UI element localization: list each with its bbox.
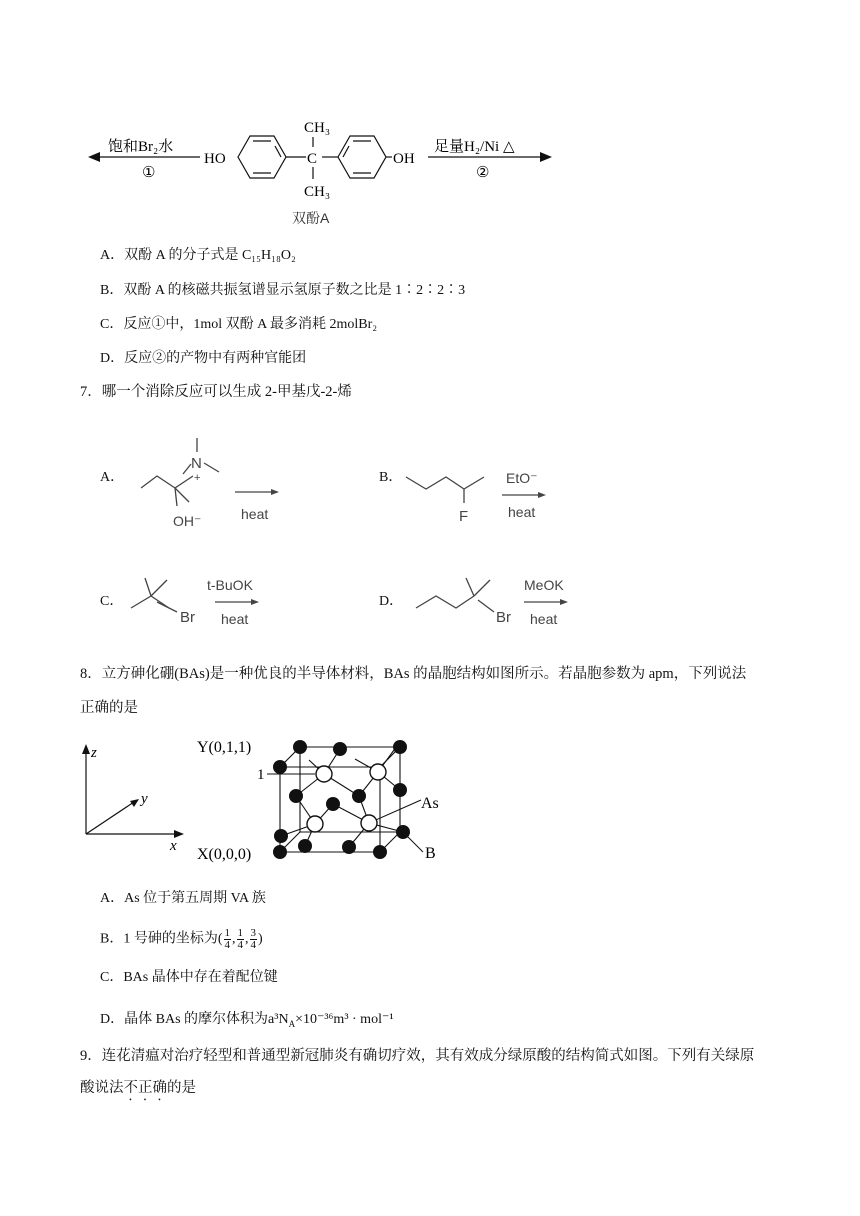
q7-option-a-structure	[135, 430, 295, 535]
q8-stem-line1: 8．立方砷化硼(BAs)是一种优良的半导体材料，BAs 的晶胞结构如图所示。若晶胞参数为 apm，下列说法	[80, 666, 747, 682]
fraction-3: $\frac{3}{4}$	[250, 927, 257, 951]
q7-c-reagent: t-BuOK	[207, 577, 253, 593]
emphasized-negation: 不正确	[123, 1080, 167, 1096]
q8-option-b: B．1 号砷的坐标为( $\frac{1}{4}$ , $\frac{1}{4}$ , $\frac{3}{4}$ )	[100, 927, 263, 951]
q7-option-d-structure	[410, 568, 580, 638]
reagent-left: 饱和Br₂水	[108, 139, 174, 155]
y-axis-label: y	[141, 791, 148, 807]
q7-b-reagent: EtO⁻	[506, 470, 538, 486]
q8-option-d: D．晶体 BAs 的摩尔体积为$a^3N_A\times 10^{-36}m^3 \cdot mol^{-1}$	[100, 1012, 394, 1029]
q7-option-c-label: C．	[100, 594, 124, 609]
coordinate-axes	[78, 738, 188, 853]
q7-d-condition: heat	[530, 611, 558, 627]
q6-option-b: B．双酚 A 的核磁共振氢谱显示氢原子数之比是 1∶2∶2∶3	[100, 283, 466, 298]
q7-option-b-label: B．	[379, 470, 403, 485]
x-axis-label: x	[170, 838, 177, 853]
methyl-top: CH₃	[304, 120, 331, 136]
plus-charge: +	[194, 472, 201, 484]
hydroxyl-left: HO	[204, 151, 226, 167]
q7-d-reagent: MeOK	[524, 577, 564, 593]
q9-stem-line2: 酸说法不正确的是	[80, 1080, 196, 1096]
central-carbon: C	[307, 151, 318, 167]
q7-c-condition: heat	[221, 611, 249, 627]
q7-b-condition: heat	[508, 504, 536, 520]
q6-option-d: D．反应②的产物中有两种官能团	[100, 351, 307, 366]
fraction-1: $\frac{1}{4}$	[224, 927, 231, 951]
q9-stem-line1: 9．连花清瘟对治疗轻型和普通型新冠肺炎有确切疗效，其有效成分绿原酸的结构简式如图。下列有关绿原	[80, 1048, 755, 1064]
bisphenol-a-reaction-scheme	[80, 108, 560, 233]
q7-option-b-structure	[400, 455, 560, 533]
q6-option-c: C．反应①中，1mol 双酚 A 最多消耗 2molBr₂	[100, 317, 378, 332]
step-left: ①	[142, 165, 156, 181]
benzene-ring-left	[238, 136, 286, 178]
q7-option-d-label: D．	[379, 594, 404, 609]
benzene-ring-right	[338, 136, 386, 178]
q7-stem: 7．哪一个消除反应可以生成 2-甲基戊-2-烯	[80, 384, 352, 400]
q8-option-a: A．As 位于第五周期 VA 族	[100, 891, 266, 906]
q7-option-a-label: A．	[100, 470, 125, 485]
label-one: 1	[257, 767, 265, 783]
q7-option-c-structure	[125, 568, 280, 638]
label-b: B	[425, 845, 436, 862]
q8-option-c: C．BAs 晶体中存在着配位键	[100, 970, 278, 985]
compound-name: 双酚A	[292, 210, 330, 226]
bromine-atom-d: Br	[496, 609, 511, 626]
hydroxide-counterion: OH⁻	[173, 513, 202, 529]
q7-a-condition: heat	[241, 506, 269, 522]
q6-option-a: A．双酚 A 的分子式是 C₁₅H₁₈O₂	[100, 248, 296, 263]
q8-stem-line2: 正确的是	[80, 700, 138, 716]
step-right: ②	[476, 165, 490, 181]
label-as: As	[421, 795, 439, 812]
fraction-2: $\frac{1}{4}$	[237, 927, 244, 951]
point-x-label: X(0,0,0)	[197, 846, 252, 863]
z-axis-label: z	[91, 745, 97, 761]
bas-unit-cell-diagram	[195, 732, 455, 867]
reagent-right: 足量H₂/Ni △	[434, 139, 515, 155]
nitrogen-atom: N	[191, 455, 202, 472]
hydroxyl-right: OH	[393, 151, 415, 167]
methyl-bottom: CH₃	[304, 184, 331, 200]
bromine-atom-c: Br	[180, 609, 195, 626]
point-y-label: Y(0,1,1)	[197, 739, 252, 756]
fluorine-atom: F	[459, 508, 469, 525]
